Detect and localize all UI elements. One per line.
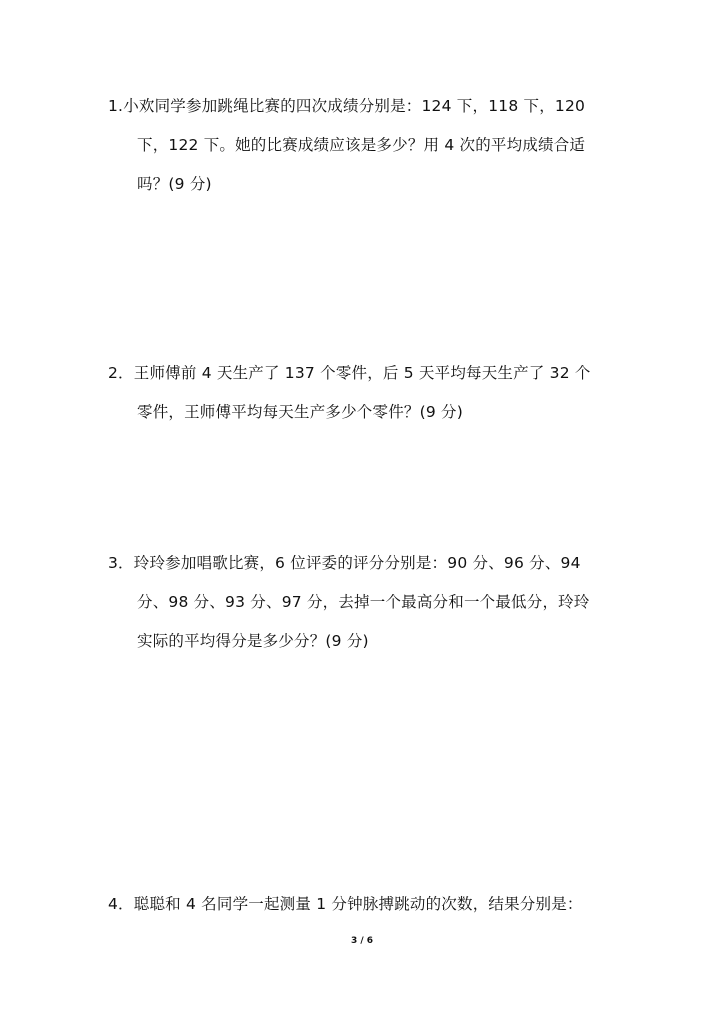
question-1-line-2: 下，122 下。她的比赛成绩应该是多少？用 4 次的平均成绩合适	[137, 136, 586, 154]
question-1-line-3: 吗？(9 分)	[137, 175, 212, 193]
question-3-line-1: 3．玲玲参加唱歌比赛，6 位评委的评分分别是：90 分、96 分、94	[108, 554, 581, 572]
question-3-line-3: 实际的平均得分是多少分？(9 分)	[137, 632, 369, 650]
question-2-line-2: 零件，王师傅平均每天生产多少个零件？(9 分)	[137, 403, 463, 421]
question-3-line-2: 分、98 分、93 分、97 分，去掉一个最高分和一个最低分，玲玲	[137, 593, 590, 611]
page-number: 3 / 6	[350, 936, 374, 946]
question-2-line-1: 2．王师傅前 4 天生产了 137 个零件，后 5 天平均每天生产了 32 个	[108, 364, 591, 382]
question-1-line-1: 1.小欢同学参加跳绳比赛的四次成绩分别是：124 下，118 下，120	[108, 97, 586, 115]
question-4-line-1: 4．聪聪和 4 名同学一起测量 1 分钟脉搏跳动的次数，结果分别是：	[108, 895, 583, 913]
